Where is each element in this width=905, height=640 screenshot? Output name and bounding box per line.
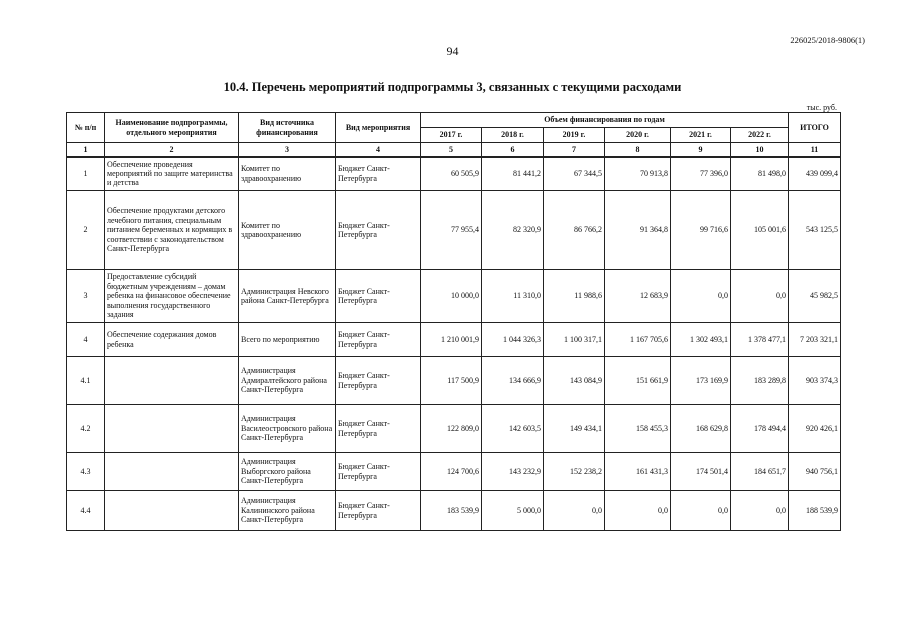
column-index: 10	[731, 143, 789, 157]
table-row	[67, 323, 841, 357]
row-number: 4	[67, 323, 105, 357]
value-cell: 0,0	[731, 270, 789, 323]
value-cell: 1 302 493,1	[671, 323, 731, 357]
value-cell: 81 498,0	[731, 157, 789, 191]
value-cell: 0,0	[731, 491, 789, 531]
value-cell: 105 001,6	[731, 191, 789, 270]
column-index: 1	[67, 143, 105, 157]
column-index-row	[67, 143, 841, 157]
value-cell: 82 320,9	[482, 191, 544, 270]
column-index: 9	[671, 143, 731, 157]
row-type: Бюджет Санкт-Петербурга	[336, 191, 421, 270]
value-cell: 70 913,8	[605, 157, 671, 191]
column-index: 2	[105, 143, 239, 157]
value-cell: 1 210 001,9	[421, 323, 482, 357]
value-cell: 1 378 477,1	[731, 323, 789, 357]
col-header-num: № п/п	[67, 113, 105, 143]
value-cell: 0,0	[544, 491, 605, 531]
total-cell: 940 756,1	[789, 453, 841, 491]
value-cell: 99 716,6	[671, 191, 731, 270]
row-source: Администрация Василеостровского района Санкт-Петербурга	[239, 405, 336, 453]
value-cell: 117 500,9	[421, 357, 482, 405]
value-cell: 151 661,9	[605, 357, 671, 405]
value-cell: 67 344,5	[544, 157, 605, 191]
value-cell: 142 603,5	[482, 405, 544, 453]
row-number: 3	[67, 270, 105, 323]
row-source: Комитет по здравоохранению	[239, 157, 336, 191]
value-cell: 173 169,9	[671, 357, 731, 405]
value-cell: 158 455,3	[605, 405, 671, 453]
row-name	[105, 357, 239, 405]
row-source: Администрация Калининского района Санкт-Петербурга	[239, 491, 336, 531]
total-cell: 7 203 321,1	[789, 323, 841, 357]
table-row	[67, 191, 841, 270]
row-number: 4.4	[67, 491, 105, 531]
row-name	[105, 453, 239, 491]
value-cell: 174 501,4	[671, 453, 731, 491]
value-cell: 1 167 705,6	[605, 323, 671, 357]
row-type: Бюджет Санкт-Петербурга	[336, 323, 421, 357]
row-number: 4.1	[67, 357, 105, 405]
table-row	[67, 405, 841, 453]
value-cell: 149 434,1	[544, 405, 605, 453]
value-cell: 5 000,0	[482, 491, 544, 531]
value-cell: 161 431,3	[605, 453, 671, 491]
row-name: Предоставление субсидий бюджетным учреждениям – домам ребенка на финансовое обеспечение выполнения государственного задания	[105, 270, 239, 323]
value-cell: 60 505,9	[421, 157, 482, 191]
value-cell: 134 666,9	[482, 357, 544, 405]
row-number: 2	[67, 191, 105, 270]
total-cell: 543 125,5	[789, 191, 841, 270]
total-cell: 920 426,1	[789, 405, 841, 453]
column-index: 7	[544, 143, 605, 157]
total-cell: 439 099,4	[789, 157, 841, 191]
col-header-name: Наименование подпрограммы, отдельного мероприятия	[105, 113, 239, 143]
total-cell: 45 982,5	[789, 270, 841, 323]
value-cell: 1 044 326,3	[482, 323, 544, 357]
row-type: Бюджет Санкт-Петербурга	[336, 357, 421, 405]
row-number: 4.3	[67, 453, 105, 491]
page-title: 10.4. Перечень мероприятий подпрограммы 3, связанных с текущими расходами	[223, 80, 682, 94]
column-index: 3	[239, 143, 336, 157]
row-number: 1	[67, 157, 105, 191]
year-header: 2017 г.	[421, 128, 482, 143]
value-cell: 11 310,0	[482, 270, 544, 323]
column-index: 8	[605, 143, 671, 157]
column-index: 5	[421, 143, 482, 157]
value-cell: 122 809,0	[421, 405, 482, 453]
row-name: Обеспечение проведения мероприятий по защите материнства и детства	[105, 157, 239, 191]
value-cell: 0,0	[671, 270, 731, 323]
row-source: Администрация Адмиралтейского района Санкт-Петербурга	[239, 357, 336, 405]
page-number: 94	[446, 44, 459, 58]
value-cell: 81 441,2	[482, 157, 544, 191]
column-index: 6	[482, 143, 544, 157]
row-name	[105, 491, 239, 531]
table-row	[67, 357, 841, 405]
value-cell: 0,0	[671, 491, 731, 531]
total-cell: 188 539,9	[789, 491, 841, 531]
row-type: Бюджет Санкт-Петербурга	[336, 491, 421, 531]
value-cell: 143 232,9	[482, 453, 544, 491]
column-index: 4	[336, 143, 421, 157]
value-cell: 77 396,0	[671, 157, 731, 191]
value-cell: 184 651,7	[731, 453, 789, 491]
value-cell: 0,0	[605, 491, 671, 531]
value-cell: 12 683,9	[605, 270, 671, 323]
year-header: 2022 г.	[731, 128, 789, 143]
year-header: 2019 г.	[544, 128, 605, 143]
table-row	[67, 157, 841, 191]
col-header-type: Вид мероприятия	[336, 113, 421, 143]
row-source: Комитет по здравоохранению	[239, 191, 336, 270]
value-cell: 183 539,9	[421, 491, 482, 531]
table-row	[67, 270, 841, 323]
value-cell: 143 084,9	[544, 357, 605, 405]
col-header-source: Вид источника финансирования	[239, 113, 336, 143]
value-cell: 77 955,4	[421, 191, 482, 270]
value-cell: 183 289,8	[731, 357, 789, 405]
year-header: 2018 г.	[482, 128, 544, 143]
row-type: Бюджет Санкт-Петербурга	[336, 270, 421, 323]
units-label: тыс. руб.	[806, 103, 837, 112]
value-cell: 168 629,8	[671, 405, 731, 453]
document-id: 226025/2018-9806(1)	[790, 35, 865, 45]
col-header-funding: Объем финансирования по годам	[421, 113, 789, 128]
row-name	[105, 405, 239, 453]
col-header-total: ИТОГО	[789, 113, 841, 143]
value-cell: 178 494,4	[731, 405, 789, 453]
row-number: 4.2	[67, 405, 105, 453]
total-cell: 903 374,3	[789, 357, 841, 405]
table-row	[67, 453, 841, 491]
value-cell: 91 364,8	[605, 191, 671, 270]
value-cell: 11 988,6	[544, 270, 605, 323]
value-cell: 124 700,6	[421, 453, 482, 491]
value-cell: 152 238,2	[544, 453, 605, 491]
row-source: Администрация Невского района Санкт-Петербурга	[239, 270, 336, 323]
value-cell: 10 000,0	[421, 270, 482, 323]
year-header: 2021 г.	[671, 128, 731, 143]
row-name: Обеспечение продуктами детского лечебного питания, специальным питанием беременных и кормящих в соответствии с законодательством Санкт-Петербурга	[105, 191, 239, 270]
funding-table	[66, 112, 841, 531]
value-cell: 1 100 317,1	[544, 323, 605, 357]
row-source: Всего по мероприятию	[239, 323, 336, 357]
row-source: Администрация Выборгского района Санкт-Петербурга	[239, 453, 336, 491]
row-type: Бюджет Санкт-Петербурга	[336, 157, 421, 191]
value-cell: 86 766,2	[544, 191, 605, 270]
row-type: Бюджет Санкт-Петербурга	[336, 405, 421, 453]
row-type: Бюджет Санкт-Петербурга	[336, 453, 421, 491]
year-header: 2020 г.	[605, 128, 671, 143]
table-row	[67, 491, 841, 531]
row-name: Обеспечение содержания домов ребенка	[105, 323, 239, 357]
column-index: 11	[789, 143, 841, 157]
